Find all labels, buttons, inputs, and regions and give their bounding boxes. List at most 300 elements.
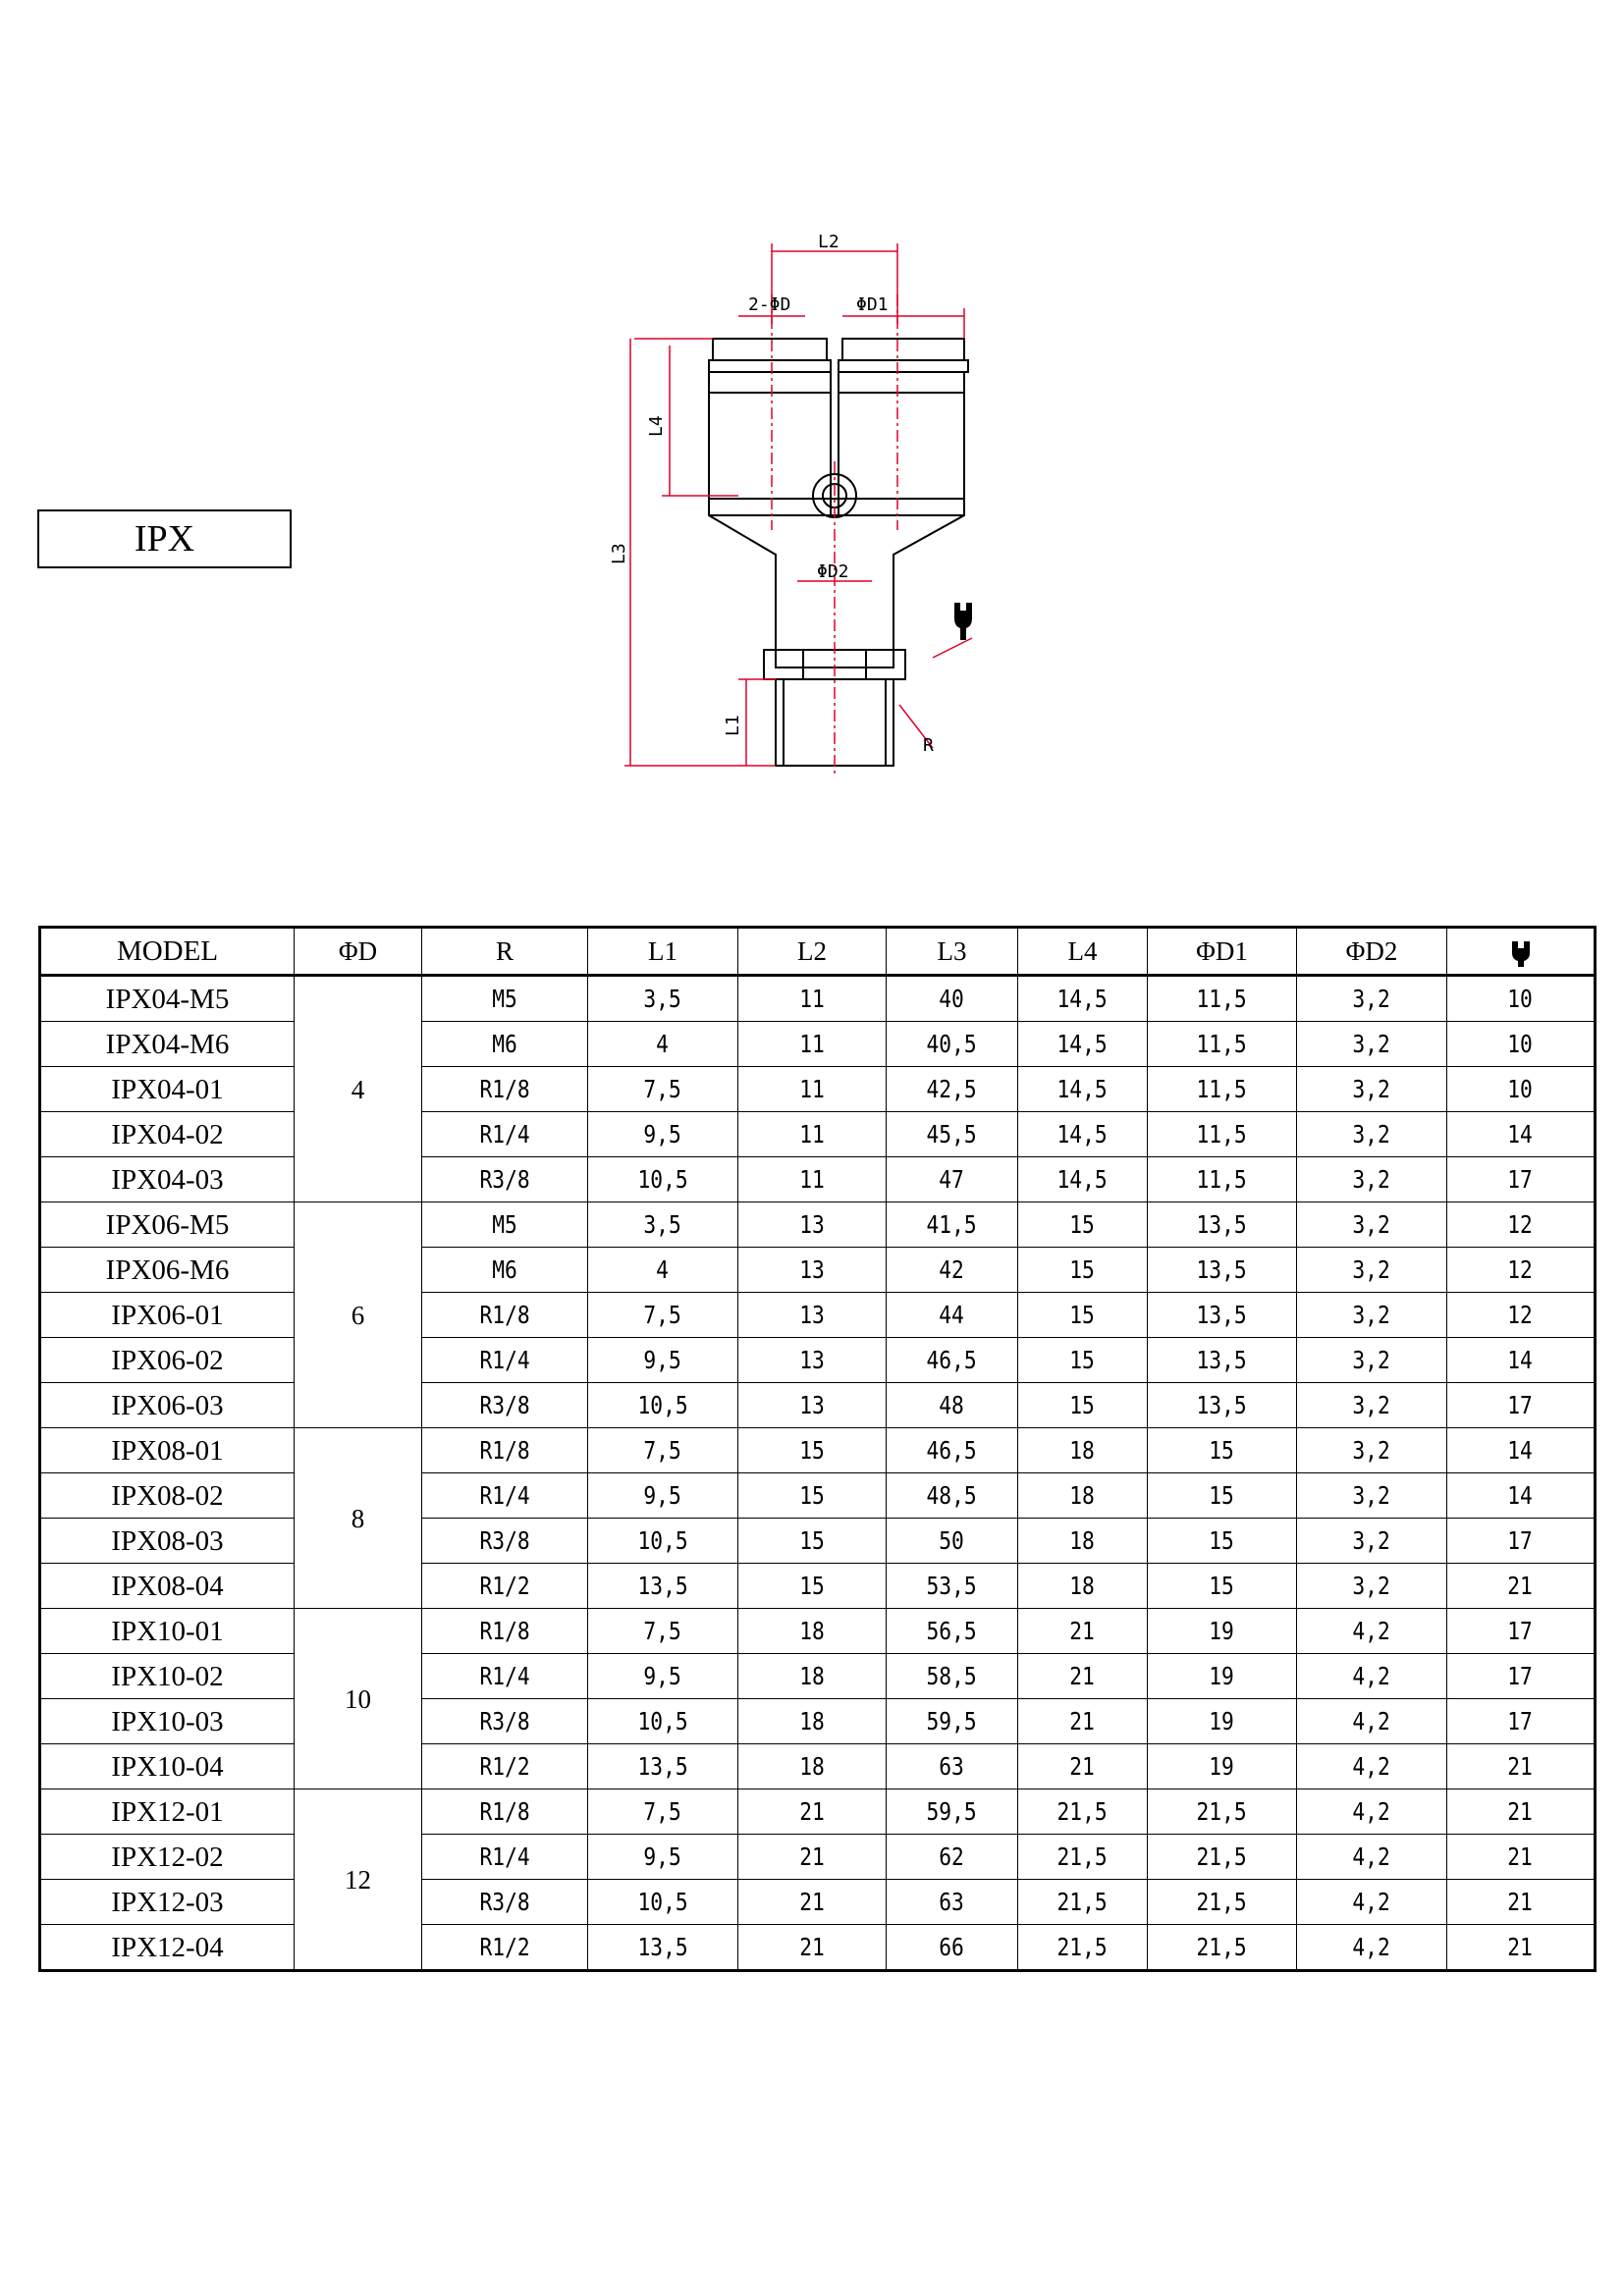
model-label: IPX: [37, 509, 292, 568]
table-row: [40, 1609, 1596, 1654]
d2-cell-value: 4,2: [1352, 1662, 1391, 1690]
d2-cell-value: 3,2: [1352, 1301, 1391, 1329]
wrench-size-cell-value: 12: [1507, 1210, 1534, 1239]
d2-cell-value: 4,2: [1352, 1933, 1391, 1961]
d2-cell-value: 3,2: [1352, 985, 1391, 1013]
d2-cell-value: 3,2: [1352, 1436, 1391, 1465]
r-cell-value: R1/8: [479, 1797, 530, 1826]
l4-cell-value: 15: [1069, 1391, 1096, 1419]
d1-cell-value: 19: [1209, 1707, 1235, 1735]
l4-cell: [1018, 1157, 1148, 1202]
d2-cell-value: 3,2: [1352, 1481, 1391, 1510]
d2-cell-value: 3,2: [1352, 1572, 1391, 1600]
header-d2: ΦD2: [1297, 928, 1447, 976]
l4-cell-value: 21: [1069, 1707, 1096, 1735]
l2-cell-value: 21: [799, 1842, 825, 1871]
l2-cell-value: 15: [799, 1572, 825, 1600]
wrench-size-cell-value: 21: [1507, 1888, 1534, 1916]
r-cell: [422, 1925, 588, 1971]
model-cell: IPX04-03: [40, 1157, 295, 1202]
model-cell: IPX10-01: [40, 1609, 295, 1654]
l3-cell-value: 42: [939, 1255, 965, 1284]
d1-cell-value: 11,5: [1196, 1030, 1248, 1058]
l3-cell: [887, 1654, 1018, 1699]
r-cell: [422, 1383, 588, 1428]
l4-cell-value: 18: [1069, 1526, 1096, 1555]
wrench-size-cell-value: 17: [1507, 1526, 1534, 1555]
r-cell-value: R1/8: [479, 1617, 530, 1645]
table-row: [40, 1654, 1596, 1699]
l3-cell-value: 46,5: [926, 1346, 978, 1374]
l1-cell: [588, 1157, 738, 1202]
d1-cell: [1148, 1699, 1297, 1744]
l2-cell-value: 11: [799, 1120, 825, 1148]
d2-cell-value: 3,2: [1352, 1030, 1391, 1058]
l3-cell: [887, 1519, 1018, 1564]
d1-cell-value: 21,5: [1196, 1933, 1248, 1961]
l3-cell: [887, 1925, 1018, 1971]
l1-cell: [588, 1699, 738, 1744]
wrench-size-cell: [1447, 1067, 1596, 1112]
d-cell: 12: [295, 1789, 422, 1971]
l4-cell: [1018, 1248, 1148, 1293]
l1-cell-value: 10,5: [637, 1165, 688, 1194]
d2-cell: [1297, 1744, 1447, 1789]
d2-cell: [1297, 1609, 1447, 1654]
r-cell: [422, 1654, 588, 1699]
l3-cell: [887, 1609, 1018, 1654]
l2-cell-value: 11: [799, 1075, 825, 1103]
l4-cell: [1018, 1473, 1148, 1519]
r-cell-value: R1/2: [479, 1752, 530, 1781]
l4-cell: [1018, 1519, 1148, 1564]
l1-cell-value: 10,5: [637, 1888, 688, 1916]
d1-cell: [1148, 1654, 1297, 1699]
wrench-size-cell: [1447, 1654, 1596, 1699]
l2-cell-value: 15: [799, 1481, 825, 1510]
l1-cell-value: 7,5: [643, 1617, 682, 1645]
l1-cell-value: 9,5: [643, 1662, 682, 1690]
wrench-size-cell-value: 21: [1507, 1797, 1534, 1826]
l2-cell-value: 13: [799, 1210, 825, 1239]
model-cell: IPX10-04: [40, 1744, 295, 1789]
d2-cell: [1297, 1293, 1447, 1338]
table-row: [40, 1473, 1596, 1519]
model-cell: IPX12-04: [40, 1925, 295, 1971]
l2-cell: [738, 1925, 887, 1971]
wrench-size-cell-value: 21: [1507, 1572, 1534, 1600]
r-cell-value: R3/8: [479, 1526, 530, 1555]
d2-cell-value: 3,2: [1352, 1255, 1391, 1284]
d1-cell: [1148, 1564, 1297, 1609]
l3-cell: [887, 1112, 1018, 1157]
l1-cell: [588, 1383, 738, 1428]
l2-cell-value: 18: [799, 1617, 825, 1645]
l4-cell-value: 15: [1069, 1255, 1096, 1284]
l4-cell: [1018, 1609, 1148, 1654]
header-l3: L3: [887, 928, 1018, 976]
table-body: [40, 976, 1596, 1971]
l4-cell: [1018, 1022, 1148, 1067]
table-row: [40, 1564, 1596, 1609]
l4-cell: [1018, 1112, 1148, 1157]
table-row: [40, 1293, 1596, 1338]
wrench-size-cell: [1447, 1473, 1596, 1519]
l2-cell: [738, 1654, 887, 1699]
model-cell: IPX08-02: [40, 1473, 295, 1519]
model-cell: IPX12-03: [40, 1880, 295, 1925]
l1-cell-value: 3,5: [643, 985, 682, 1013]
l3-cell-value: 48: [939, 1391, 965, 1419]
l2-cell: [738, 1835, 887, 1880]
d1-cell: [1148, 1157, 1297, 1202]
l4-cell: [1018, 1564, 1148, 1609]
l1-cell-value: 13,5: [637, 1752, 688, 1781]
table-row: [40, 1067, 1596, 1112]
centerlines: [772, 294, 897, 775]
l3-cell-value: 59,5: [926, 1797, 978, 1826]
wrench-size-cell: [1447, 1112, 1596, 1157]
l2-cell-value: 11: [799, 1030, 825, 1058]
l2-cell: [738, 1157, 887, 1202]
model-cell: IPX06-02: [40, 1338, 295, 1383]
model-cell: IPX04-M5: [40, 976, 295, 1022]
d2-cell: [1297, 1564, 1447, 1609]
l2-cell: [738, 1609, 887, 1654]
l1-cell: [588, 976, 738, 1022]
d2-cell-value: 3,2: [1352, 1526, 1391, 1555]
l2-cell: [738, 1202, 887, 1248]
l3-cell: [887, 1789, 1018, 1835]
l2-cell: [738, 1428, 887, 1473]
d1-cell: [1148, 1428, 1297, 1473]
l1-cell-value: 3,5: [643, 1210, 682, 1239]
d1-cell: [1148, 1248, 1297, 1293]
l2-cell-value: 18: [799, 1707, 825, 1735]
r-cell-value: R1/2: [479, 1572, 530, 1600]
wrench-size-cell: [1447, 1744, 1596, 1789]
label-l2: L2: [818, 232, 839, 252]
d2-cell-value: 4,2: [1352, 1617, 1391, 1645]
l1-cell-value: 7,5: [643, 1797, 682, 1826]
l3-cell-value: 40: [939, 985, 965, 1013]
header-wrench: [1447, 928, 1596, 976]
d2-cell: [1297, 1338, 1447, 1383]
l2-cell-value: 15: [799, 1526, 825, 1555]
d2-cell: [1297, 1383, 1447, 1428]
table-row: [40, 1383, 1596, 1428]
r-cell: [422, 1293, 588, 1338]
l3-cell-value: 45,5: [926, 1120, 978, 1148]
l3-cell-value: 58,5: [926, 1662, 978, 1690]
wrench-size-cell: [1447, 1293, 1596, 1338]
l3-cell-value: 56,5: [926, 1617, 978, 1645]
d1-cell-value: 11,5: [1196, 985, 1248, 1013]
wrench-size-cell: [1447, 1248, 1596, 1293]
l4-cell-value: 21: [1069, 1752, 1096, 1781]
l3-cell-value: 50: [939, 1526, 965, 1555]
l2-cell: [738, 1293, 887, 1338]
l1-cell: [588, 1609, 738, 1654]
table-row: [40, 1157, 1596, 1202]
r-cell-value: R1/8: [479, 1075, 530, 1103]
wrench-size-cell-value: 21: [1507, 1933, 1534, 1961]
wrench-size-cell-value: 21: [1507, 1842, 1534, 1871]
l3-cell: [887, 1157, 1018, 1202]
d1-cell: [1148, 1519, 1297, 1564]
l3-cell-value: 66: [939, 1933, 965, 1961]
l4-cell: [1018, 976, 1148, 1022]
r-cell: [422, 1880, 588, 1925]
wrench-icon: [954, 603, 972, 640]
d1-cell-value: 21,5: [1196, 1842, 1248, 1871]
l1-cell: [588, 1293, 738, 1338]
l3-cell: [887, 976, 1018, 1022]
d1-cell-value: 15: [1209, 1526, 1235, 1555]
d2-cell: [1297, 1022, 1447, 1067]
l2-cell-value: 21: [799, 1797, 825, 1826]
model-cell: IPX06-03: [40, 1383, 295, 1428]
d1-cell-value: 21,5: [1196, 1797, 1248, 1826]
d2-cell-value: 4,2: [1352, 1707, 1391, 1735]
l3-cell: [887, 1293, 1018, 1338]
spec-table: [38, 926, 1597, 1972]
l1-cell: [588, 1022, 738, 1067]
d1-cell: [1148, 1383, 1297, 1428]
l3-cell: [887, 1744, 1018, 1789]
l4-cell-value: 18: [1069, 1436, 1096, 1465]
d1-cell: [1148, 1202, 1297, 1248]
d2-cell: [1297, 1473, 1447, 1519]
l4-cell-value: 21: [1069, 1617, 1096, 1645]
d1-cell-value: 15: [1209, 1436, 1235, 1465]
l3-cell-value: 40,5: [926, 1030, 978, 1058]
l2-cell: [738, 1880, 887, 1925]
r-cell-value: R1/4: [479, 1842, 530, 1871]
model-cell: IPX10-03: [40, 1699, 295, 1744]
wrench-size-cell: [1447, 1383, 1596, 1428]
d1-cell-value: 13,5: [1196, 1301, 1248, 1329]
r-cell-value: R1/4: [479, 1662, 530, 1690]
d2-cell: [1297, 1925, 1447, 1971]
d-cell: 6: [295, 1202, 422, 1428]
l4-cell: [1018, 1067, 1148, 1112]
r-cell: [422, 976, 588, 1022]
l1-cell: [588, 1925, 738, 1971]
d-cell: 10: [295, 1609, 422, 1789]
model-cell: IPX12-01: [40, 1789, 295, 1835]
l2-cell: [738, 1564, 887, 1609]
model-cell: IPX06-M5: [40, 1202, 295, 1248]
l4-cell-value: 18: [1069, 1572, 1096, 1600]
l1-cell: [588, 1067, 738, 1112]
l3-cell: [887, 1880, 1018, 1925]
table-row: [40, 1022, 1596, 1067]
r-cell: [422, 1564, 588, 1609]
l1-cell: [588, 1248, 738, 1293]
l3-cell-value: 47: [939, 1165, 965, 1194]
l3-cell-value: 59,5: [926, 1707, 978, 1735]
label-l4: L4: [646, 415, 667, 437]
d2-cell: [1297, 1248, 1447, 1293]
l3-cell: [887, 1835, 1018, 1880]
model-cell: IPX06-01: [40, 1293, 295, 1338]
l2-cell: [738, 1744, 887, 1789]
d1-cell: [1148, 1835, 1297, 1880]
l1-cell: [588, 1654, 738, 1699]
r-cell-value: R1/8: [479, 1436, 530, 1465]
d1-cell: [1148, 1609, 1297, 1654]
r-cell: [422, 1338, 588, 1383]
r-cell-value: M5: [492, 1210, 517, 1239]
l3-cell-value: 53,5: [926, 1572, 978, 1600]
d2-cell: [1297, 1789, 1447, 1835]
d1-cell: [1148, 1338, 1297, 1383]
l3-cell: [887, 1248, 1018, 1293]
table-row: [40, 1202, 1596, 1248]
d1-cell: [1148, 1022, 1297, 1067]
r-cell-value: R1/8: [479, 1301, 530, 1329]
l3-cell: [887, 1428, 1018, 1473]
wrench-size-cell-value: 12: [1507, 1255, 1534, 1284]
l4-cell-value: 21,5: [1056, 1888, 1109, 1916]
l1-cell: [588, 1880, 738, 1925]
l4-cell: [1018, 1789, 1148, 1835]
l2-cell-value: 18: [799, 1752, 825, 1781]
r-cell: [422, 1609, 588, 1654]
table-row: [40, 1338, 1596, 1383]
l1-cell-value: 13,5: [637, 1572, 688, 1600]
l4-cell-value: 21,5: [1056, 1797, 1109, 1826]
header-d: ΦD: [295, 928, 422, 976]
table-row: [40, 1699, 1596, 1744]
fitting-drawing: [589, 221, 1001, 780]
l2-cell-value: 13: [799, 1346, 825, 1374]
wrench-size-cell-value: 14: [1507, 1436, 1534, 1465]
r-cell: [422, 1744, 588, 1789]
d2-cell-value: 3,2: [1352, 1210, 1391, 1239]
wrench-size-cell: [1447, 1157, 1596, 1202]
table-header-row: [40, 928, 1596, 976]
d2-cell: [1297, 1835, 1447, 1880]
d1-cell-value: 21,5: [1196, 1888, 1248, 1916]
l1-cell-value: 9,5: [643, 1842, 682, 1871]
d1-cell: [1148, 1789, 1297, 1835]
l3-cell-value: 62: [939, 1842, 965, 1871]
model-cell: IPX08-03: [40, 1519, 295, 1564]
l4-cell-value: 21,5: [1056, 1933, 1109, 1961]
d2-cell-value: 4,2: [1352, 1842, 1391, 1871]
d1-cell: [1148, 1473, 1297, 1519]
d1-cell-value: 11,5: [1196, 1165, 1248, 1194]
r-cell-value: M6: [492, 1255, 517, 1284]
r-cell-value: R3/8: [479, 1888, 530, 1916]
header-r: R: [422, 928, 588, 976]
l2-cell-value: 13: [799, 1301, 825, 1329]
l1-cell: [588, 1202, 738, 1248]
l1-cell: [588, 1112, 738, 1157]
r-cell-value: R1/4: [479, 1481, 530, 1510]
d2-cell: [1297, 1067, 1447, 1112]
fitting-body: [709, 339, 968, 766]
d1-cell: [1148, 976, 1297, 1022]
wrench-size-cell-value: 17: [1507, 1617, 1534, 1645]
d2-cell: [1297, 1699, 1447, 1744]
d1-cell-value: 13,5: [1196, 1391, 1248, 1419]
wrench-size-cell: [1447, 1022, 1596, 1067]
l2-cell: [738, 976, 887, 1022]
l2-cell-value: 11: [799, 1165, 825, 1194]
l4-cell: [1018, 1654, 1148, 1699]
l1-cell: [588, 1428, 738, 1473]
l2-cell-value: 11: [799, 985, 825, 1013]
l4-cell-value: 14,5: [1056, 1030, 1109, 1058]
l2-cell: [738, 1473, 887, 1519]
r-cell-value: R3/8: [479, 1391, 530, 1419]
wrench-size-cell-value: 10: [1507, 985, 1534, 1013]
l4-cell: [1018, 1338, 1148, 1383]
d2-cell: [1297, 1654, 1447, 1699]
wrench-size-cell-value: 14: [1507, 1481, 1534, 1510]
wrench-size-cell: [1447, 1564, 1596, 1609]
header-d1: ΦD1: [1148, 928, 1297, 976]
l2-cell: [738, 1789, 887, 1835]
wrench-size-cell: [1447, 976, 1596, 1022]
r-cell: [422, 1202, 588, 1248]
l1-cell: [588, 1564, 738, 1609]
l4-cell: [1018, 1699, 1148, 1744]
wrench-size-cell-value: 17: [1507, 1662, 1534, 1690]
model-cell: IPX04-02: [40, 1112, 295, 1157]
table-row: [40, 1519, 1596, 1564]
l1-cell-value: 10,5: [637, 1526, 688, 1555]
l4-cell: [1018, 1880, 1148, 1925]
l4-cell: [1018, 1925, 1148, 1971]
l2-cell: [738, 1067, 887, 1112]
table-row: [40, 1744, 1596, 1789]
model-cell: IPX08-01: [40, 1428, 295, 1473]
d2-cell: [1297, 976, 1447, 1022]
wrench-size-cell-value: 10: [1507, 1030, 1534, 1058]
l4-cell: [1018, 1835, 1148, 1880]
l1-cell-value: 9,5: [643, 1481, 682, 1510]
r-cell: [422, 1112, 588, 1157]
l1-cell-value: 13,5: [637, 1933, 688, 1961]
d1-cell: [1148, 1112, 1297, 1157]
d2-cell: [1297, 1157, 1447, 1202]
l4-cell-value: 14,5: [1056, 1120, 1109, 1148]
table-row: [40, 1880, 1596, 1925]
r-cell-value: R1/4: [479, 1120, 530, 1148]
d1-cell-value: 15: [1209, 1572, 1235, 1600]
wrench-size-cell: [1447, 1789, 1596, 1835]
l2-cell: [738, 1248, 887, 1293]
l1-cell-value: 10,5: [637, 1707, 688, 1735]
d2-cell-value: 3,2: [1352, 1120, 1391, 1148]
l4-cell: [1018, 1744, 1148, 1789]
l1-cell-value: 4: [656, 1030, 670, 1058]
l3-cell: [887, 1067, 1018, 1112]
d2-cell: [1297, 1519, 1447, 1564]
d1-cell-value: 13,5: [1196, 1255, 1248, 1284]
model-cell: IPX10-02: [40, 1654, 295, 1699]
r-cell: [422, 1067, 588, 1112]
label-l1: L1: [723, 715, 743, 736]
d2-cell-value: 4,2: [1352, 1888, 1391, 1916]
wrench-size-cell: [1447, 1609, 1596, 1654]
label-d2: ΦD2: [817, 561, 849, 582]
l2-cell-value: 21: [799, 1933, 825, 1961]
